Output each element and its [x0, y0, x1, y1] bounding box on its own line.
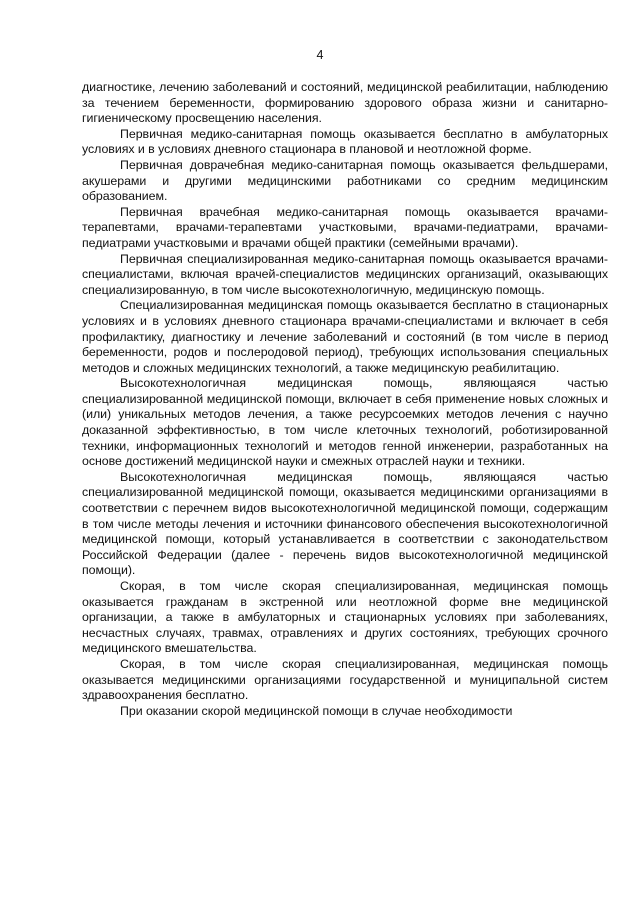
paragraph-3: Первичная доврачебная медико-санитарная помощь оказывается фельдшерами, акушерами и другими медицинскими работниками со средним медицинским образованием.: [82, 157, 608, 204]
document-body: [82, 80, 608, 719]
paragraph-8: Высокотехнологичная медицинская помощь, являющаяся частью специализированной медицинской помощи, оказывается медицинскими организациями в соответствии с перечнем видов высокотехнологичной медицинской помощи, содержащим в том числе методы лечения и источники финансового обеспечения высокотехнологичной медицинской помощи, который устанавливается в соответствии с законодательством Российской Федерации (далее - перечень видов высокотехнологичной медицинской помощи).: [82, 469, 608, 578]
paragraph-7: Высокотехнологичная медицинская помощь, являющаяся частью специализированной медицинской помощи, включает в себя применение новых сложных и (или) уникальных методов лечения, а также ресурсоемких методов лечения с научно доказанной эффективностью, в том числе клеточных технологий, роботизированной техники, информационных технологий и методов генной инженерии, разработанных на основе достижений медицинской науки и смежных отраслей науки и техники.: [82, 376, 608, 469]
page-number: 4: [316, 48, 324, 62]
paragraph-1: диагностике, лечению заболеваний и состояний, медицинской реабилитации, наблюдению за течением беременности, формированию здорового образа жизни и санитарно-гигиеническому просвещению населения.: [82, 80, 608, 126]
paragraph-11: При оказании скорой медицинской помощи в случае необходимости: [120, 703, 513, 718]
paragraph-9: Скорая, в том числе скорая специализированная, медицинская помощь оказывается гражданам в экстренной или неотложной форме вне медицинской организации, а также в амбулаторных и стационарных условиях при заболеваниях, несчастных случаях, травмах, отравлениях и других состояниях, требующих срочного медицинского вмешательства.: [82, 579, 608, 656]
paragraph-2: Первичная медико-санитарная помощь оказывается бесплатно в амбулаторных условиях и в условиях дневного стационара в плановой и неотложной форме.: [82, 126, 608, 157]
paragraph-5: Первичная специализированная медико-санитарная помощь оказывается врачами-специалистами, включая врачей-специалистов медицинских организаций, оказывающих специализированную, в том числе высокотехнологичную, медицинскую помощь.: [82, 251, 608, 297]
paragraph-10: Скорая, в том числе скорая специализированная, медицинская помощь оказывается медицинскими организациями государственной и муниципальной систем здравоохранения бесплатно.: [82, 656, 608, 703]
paragraph-4: Первичная врачебная медико-санитарная помощь оказывается врачами-терапевтами, врачами-терапевтами участковыми, врачами-педиатрами, врачами-педиатрами участковыми и врачами общей практики (семейными врачами).: [82, 204, 608, 250]
paragraph-6: Специализированная медицинская помощь оказывается бесплатно в стационарных условиях и в условиях дневного стационара врачами-специалистами и включает в себя профилактику, диагностику и лечение заболеваний и состояний (в том числе в период беременности, родов и послеродовой период), требующих использования специальных методов и сложных медицинских технологий, а также медицинскую реабилитацию.: [82, 298, 608, 375]
